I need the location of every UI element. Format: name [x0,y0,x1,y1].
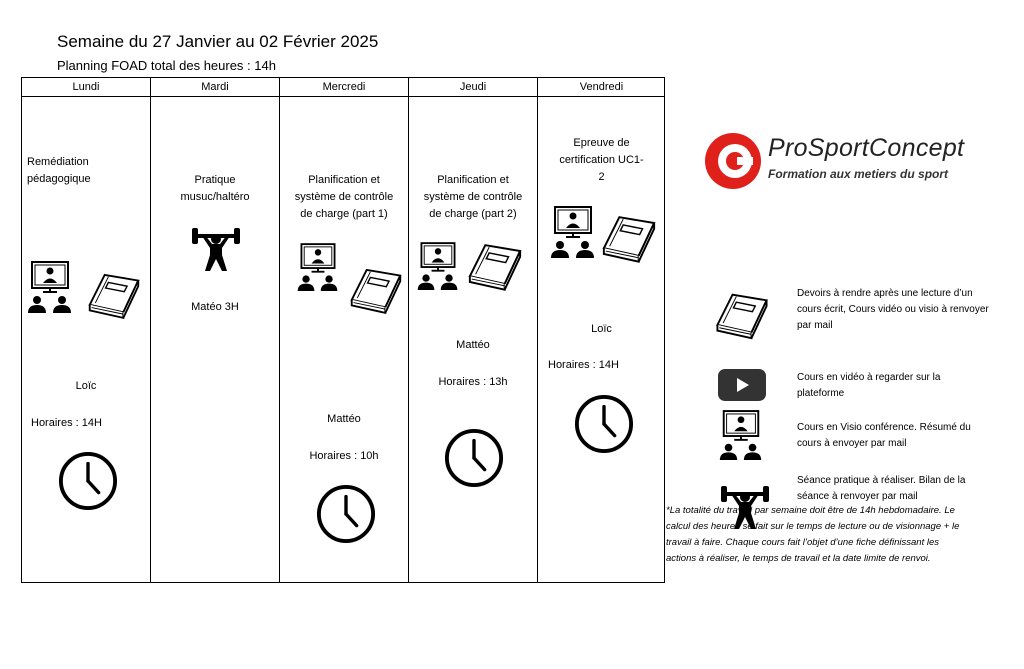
logo-name: ProSportConcept [768,134,965,162]
book-icon [466,239,524,293]
book-icon [600,211,658,265]
legend-text-video: Cours en vidéo à regarder sur la plateforme [797,372,941,399]
visio-icon [717,410,765,463]
activity-label: Pratique musuc/haltéro [180,174,250,203]
video-play-icon [717,368,767,402]
clock-icon [574,394,634,454]
hours-label: Horaires : 14H [31,417,102,429]
book-icon [86,269,142,321]
trainer-name: Loïc [75,380,97,392]
weekly-schedule-table [21,77,665,583]
footnote: *La totalité du travail par semaine doit être de 14h hebdomadaire. Le calcul des heures se fait sur le temps de lecture ou de visionnage + le travail à faire. Chaque cours fait l’objet d’une fiche définissant les actions à réaliser, le temps de travail et la date limite de renvoi. [666,505,960,564]
trainer-name: Mattéo [327,413,361,425]
legend-text-visio: Cours en Visio conférence. Résumé du cours à envoyer par mail [797,422,971,449]
trainer-name: Mattéo [456,339,490,351]
book-icon [712,289,772,341]
trainer-name: Loïc [591,323,612,335]
activity-label: Planification et système de contrôle de charge (part 2) [423,174,523,220]
legend-text-practice: Séance pratique à réaliser. Bilan de la séance à renvoyer par mail [797,475,966,502]
day-column-lundi [22,78,151,582]
visio-icon [415,242,461,293]
day-column-vendredi [538,78,665,582]
day-column-mercredi [280,78,409,582]
weightlifter-icon [191,224,241,274]
hours-label: Horaires : 13h [438,376,508,388]
prosportconcept-logo [704,132,1014,190]
activity-label: Epreuve de certification UC1-2 [559,137,644,183]
logo-emblem-icon [704,132,762,190]
logo-tagline: Formation aux metiers du sport [768,167,949,181]
day-column-mardi [151,78,280,582]
day-header: Mardi [151,78,279,97]
day-header: Jeudi [409,78,537,97]
visio-icon [295,243,341,294]
visio-icon [548,206,598,261]
activity-label: Remédiation pédagogique [27,156,91,185]
activity-label: Planification et système de contrôle de charge (part 1) [294,174,394,220]
clock-icon [58,451,118,511]
day-header: Vendredi [538,78,665,97]
visio-icon [25,261,75,316]
hours-label: Horaires : 10h [309,450,379,462]
day-column-jeudi [409,78,538,582]
hours-label: Horaires : 14H [548,359,619,371]
clock-icon [316,484,376,544]
page-subtitle: Planning FOAD total des heures : 14h [57,58,276,73]
trainer-name: Matéo 3H [191,301,239,313]
clock-icon [444,428,504,488]
day-header: Mercredi [280,78,408,97]
day-header: Lundi [22,78,150,97]
page-title: Semaine du 27 Janvier au 02 Février 2025 [57,32,379,51]
legend-text-book: Devoirs à rendre après une lecture d’un cours écrit, Cours vidéo ou visio à renvoyer par mail [797,288,989,331]
book-icon [348,264,404,316]
